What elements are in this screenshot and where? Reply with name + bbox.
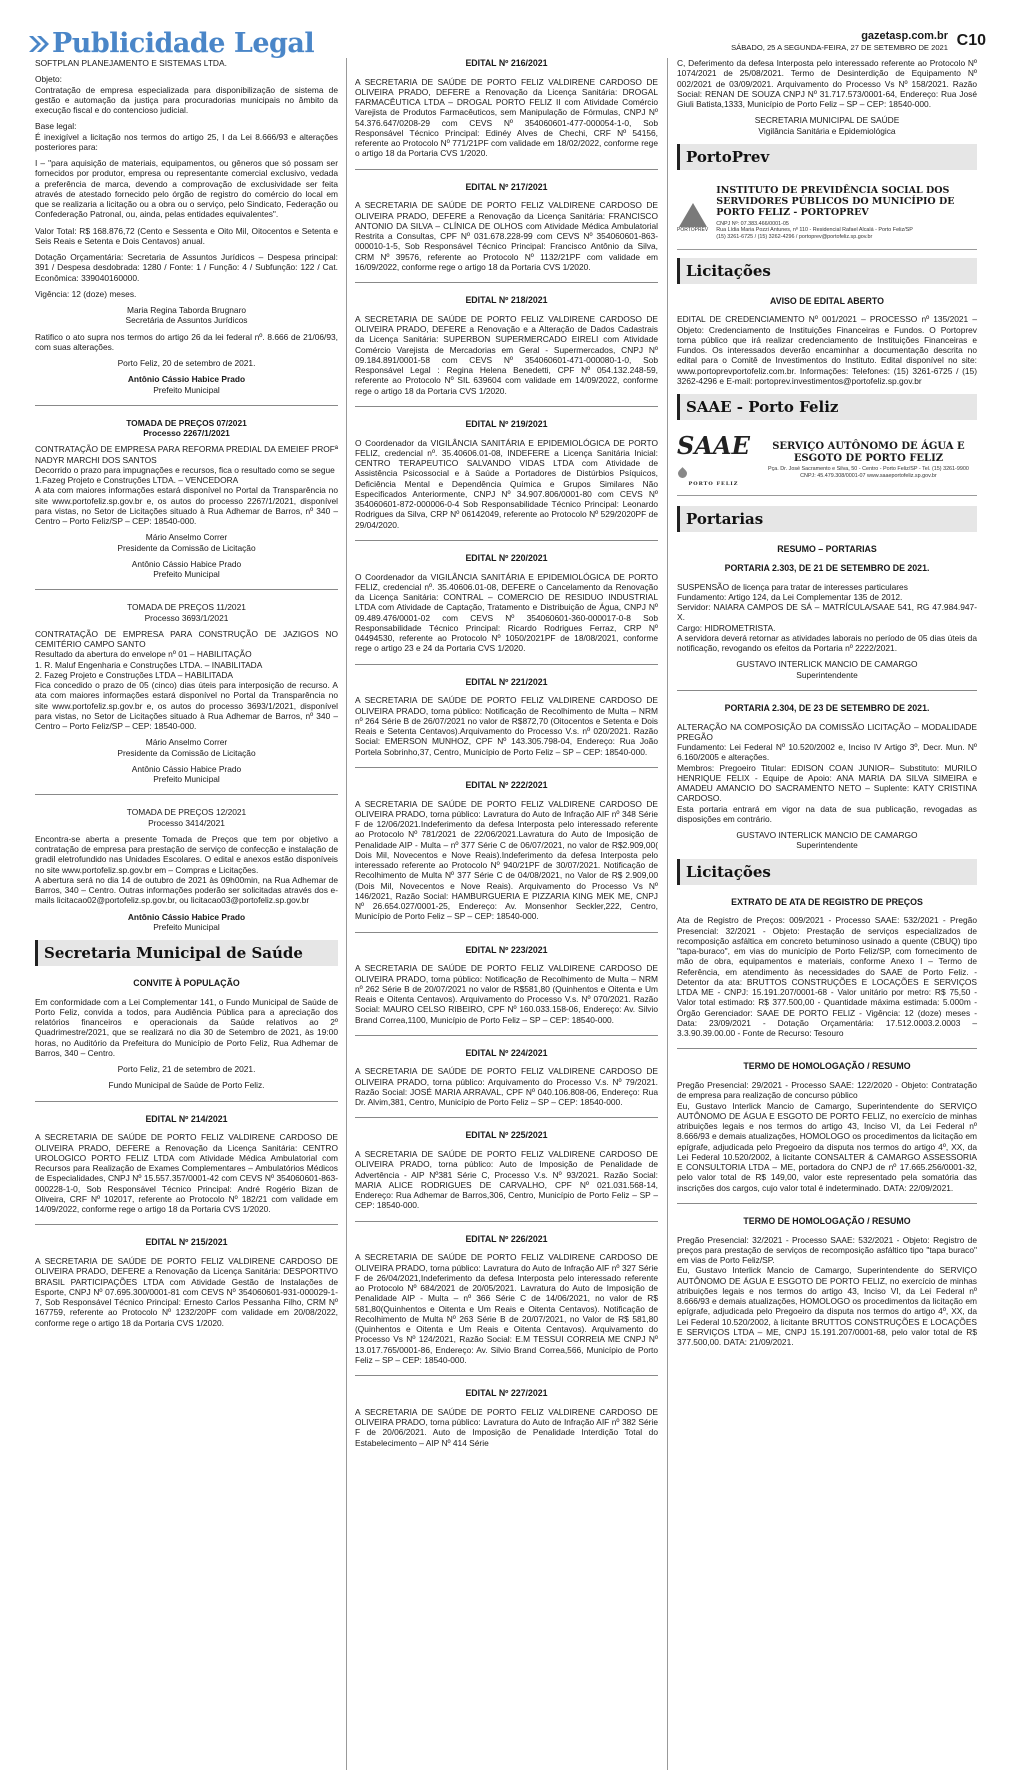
edital-text: A SECRETARIA DE SAÚDE DE PORTO FELIZ VALDIRENE CARDOSO DE OLIVEIRA PRADO, torna público: Lavratura do Auto de Infração AIF nº 327 Série F de 26/04/2021,Indeferimento da defesa Interposta pelo interessado referente ao Protocolo Nº 684/2021 de 20/05/2021. Lavratura do Auto de Imposição de Penalidade AIP - Multa – nº 366 Série C de 14/06/2021, no valor de R$ 581,80(Quinhentos e Oitenta e Um Reais e Oitenta Centavos). Notificação de Recolhimento de Multa Nº 263 Série B de 20/07/2021, no Valor de R$ 581,80 (Quinhentos e Oitenta e Um Reais e Oitenta Centavos). Arquivamento do Processo Vs Nº 124/2021, Razão Social: E.M TESSUI CORREIA ME CNPJ Nº 13.017.765/0001-86, Endereço: Av. Silvio Brand Correa,566, Município de Porto Feliz – SP – CEP: 18540-000. [355, 1252, 658, 1365]
portaria-title: PORTARIA 2.304, DE 23 DE SETEMBRO DE 2021. [724, 702, 930, 713]
signature-block [35, 737, 338, 758]
section-band-licitacoes: Licitações [677, 258, 977, 284]
divider [355, 540, 658, 541]
signature-role: Prefeito Municipal [153, 384, 220, 395]
notice-text: Encontra-se aberta a presente Tomada de Preços que tem por objetivo a contratação de empresa para prestação de serviço de confecção e instalação de gradil eletrofundido nas Unidades Escolares. O edital e anexos estão disponíveis no site www.portofeliz.sp.gov.br em – Compras e Licitações. A abertura será no dia 14 de outubro de 2021 às 09h00min, na Rua Adhemar de Barros, 340 – Centro. Outras informações poderão ser solicitadas através dos e-mails licitacao02@portofeliz.sp.gov.br, ou licitacao03@portofeliz.sp.gov.br [35, 833, 338, 906]
portoprev-logo-icon [677, 193, 708, 233]
signature-block [35, 532, 338, 553]
portoprev-logo-shape [679, 203, 707, 227]
edital-text: A SECRETARIA DE SAÚDE DE PORTO FELIZ VALDIRENE CARDOSO DE OLIVEIRA PRADO, torna público: Lavratura do Auto de Infração AIF nº 348 Série F de 12/06/2021.Indeferimento da defesa Interposta pelo interessado referente ao Protocolo Nº 781/2021 de 22/06/2021.Lavratura do Auto de Imposição de Penalidade AIP - Multa – nº 377 Série C de 06/07/2021, no valor de R$2.909,00( Dois Mil, Novecentos e Nove Reais).Indeferimento da defesa Interposta pelo interessado referente ao Protocolo Nº 940/21PF de 30/07/2021. Notificação de Recolhimento de Multa Nº 377 Série C de 04/08/2021, no Valor de R$ 2.909,00 (Dois Mil, Novecentos e Nove Reais). Arquivamento do Processo Vs Nº 146/2021, Razão Social: HAMBURGUERIA E PIZZARIA KING MEK ME, CNPJ Nº 26.654.027/0001-25, Endereço: Av. Monsenhor Seckler,222, Centro, Município de Porto Feliz – SP – CEP: 18540-000. [355, 798, 658, 922]
signature-block [677, 830, 977, 851]
divider [355, 1117, 658, 1118]
edital-text: A SECRETARIA DE SAÚDE DE PORTO FELIZ VALDIRENE CARDOSO DE OLIVEIRA PRADO, torna público: Notificação de Recolhimento de Multa – NRM nº 262 Série B de 20/07/2021 no valor de R$581,80 (Quinhentos e Oitenta e Um Reais e Oitenta Centavos). Arquivamento do Processo V.s. Nº 070/2021. Razão Social: MAURO CELSO RIBEIRO, CPF Nº 160.033.158-06, Endereço: Av. Silvio Brand Correa,1100, Município de Porto Feliz – SP – CEP: 18540-000. [355, 963, 658, 1025]
edital-text: A SECRETARIA DE SAÚDE DE PORTO FELIZ VALDIRENE CARDOSO DE OLIVEIRA PRADO, DEFERE a Renovação e a Alteração de Dados Cadastrais da Licença Sanitária: SUPERBON SUPERMERCADO EIRELI com Atividade Comércio Varejista de Mercadorias em Geral - Supermercados, CNPJ Nº 09.184.891/0001-58 com CEVS Nº 354060601-471-000080-1-0, Sob Responsável Legal : Regina Helena Benedetti, CPF Nº 054.132.248-59, referente ao Protocolo Nº SIL 639604 com validade em 14/09/2022, conforme rege o artigo 18 da Portaria CVS 1/2020. [355, 313, 658, 396]
notice-title [35, 418, 338, 439]
portaria-text: SUSPENSÃO de licença para tratar de interesses particulares Fundamento: Artigo 124, da Lei Complementar 135 de 2012. Servidor: NAIARA CAMPOS DE SÁ – MATRÍCULA/SAAE 541, RG 47.984.947-X. Cargo: HIDROMETRISTA. A servidora deverá retornar as atividades laborais no período de 05 dias úteis da notificação, revogando os efeitos da Portaria nº 2222/2021. [677, 581, 977, 654]
valor-text: Valor Total: R$ 168.876,72 (Cento e Sessenta e Oito Mil, Oitocentos e Setenta e Seis Reais e Setenta e Dois Centavos) anual. [35, 225, 338, 246]
publication-date: SÁBADO, 25 A SEGUNDA-FEIRA, 27 DE SETEMBRO DE 2021 [731, 43, 948, 52]
divider [355, 1035, 658, 1036]
divider [355, 664, 658, 665]
edital-text: A SECRETARIA DE SAÚDE DE PORTO FELIZ VALDIRENE CARDOSO DE OLIVEIRA PRADO, torna público: Notificação de Recolhimento de Multa – NRM nº 264 Série B de 26/07/2021 no valor de R$872,70 (Oitocentos e Setenta e Dois Reais e Setenta Centavos).Arquivamento do Processo V.s. nº 020/2021. Razão Social: EMERSON MUNHOZ, CPF Nº 143.305.798-04, Endereço: Rua João Portela Sobrinho,37, Centro, Município de Porto Feliz – SP – CEP: 18540-000. [355, 695, 658, 757]
edital-title: EDITAL Nº 221/2021 [465, 676, 548, 687]
page-number: C10 [956, 32, 986, 49]
edital-title: EDITAL Nº 218/2021 [465, 295, 548, 306]
edital-title: EDITAL Nº 219/2021 [465, 418, 548, 429]
edital-text: A SECRETARIA DE SAÚDE DE PORTO FELIZ VALDIRENE CARDOSO DE OLIVEIRA PRADO, DEFERE a Renovação da Licença Sanitária: DESPORTIVO BRASIL PARTICIPAÇÕES LTDA com Atividade Gestão de Instalações de Esporte, CNPJ Nº 07.695.300/0001-81 com CEVS Nº 354060601-931-000029-1-7, Sob Responsável Técnico Principal: Ernesto Carlos Pessanha Filho, CRM Nº 167759, referente ao Protocolo Nº 1232/20PF com validade em 20/08/2022, conforme rege o artigo 18 da Portaria CVS 1/2020. [35, 1256, 338, 1328]
notice-text: Pregão Presencial: 29/2021 - Processo SAAE: 122/2020 - Objeto: Contratação de empresa para realização de concurso público Eu, Gustavo Interlick Mancio de Camargo, Superintendente do SERVIÇO AUTÔNOMO DE ÁGUA E ESGOTO DE PORTO FELIZ, no exercício de minhas atribuições legais e nos termos do artigo 43, Inciso VI, da Lei Federal nº 8.666/93 e demais atualizações, HOMOLOGO os procedimentos da licitação em epígrafe, adjudicada pelo Pregoeiro da disputa nos termos do artigo 4º, XX, da Lei Federal 10.520/2002, à licitante CONSALTER & CAMARGO ASSESSORIA E CONSULTORIA LTDA – ME, portadora do CNPJ de nº 17.665.256/0001-32, pelo valor total de R$ 149,00, valor este representado pela somatória das inscrições dos cargos, cujo valor total é indeterminado. DATA: 22/09/2021. [677, 1080, 977, 1193]
edital-title: EDITAL Nº 214/2021 [145, 1113, 228, 1124]
water-drop-icon [676, 467, 689, 480]
column-1 [35, 58, 338, 1334]
notice-title [35, 602, 338, 623]
saae-contact: Pça. Dr. José Sacramento e Silva, 50 - Centro - Porto Feliz/SP - Tel. (15) 3261-9900 CNPJ: 45.479.308/0001-07 www.saaeportofeliz.sp.gov.br [768, 466, 969, 480]
signature-role: Prefeito Municipal [153, 921, 220, 932]
signature-block [35, 559, 338, 580]
edital-title: EDITAL Nº 223/2021 [465, 944, 548, 955]
divider [677, 1048, 977, 1049]
divider [35, 589, 338, 590]
divider [355, 406, 658, 407]
notice-text: CONTRATAÇÃO DE EMPRESA PARA CONSTRUÇÃO DE JAZIGOS NO CEMITÉRIO CAMPO SANTO Resultado da abertura do envelope nº 01 – HABILITAÇÃO 1. R. Maluf Engenharia e Construções LTDA. – INABILITADA 2. Fazeg Projeto e Construções LTDA – HABILITADA Fica concedido o prazo de 05 (cinco) dias úteis para interposição de recurso. A ata com maiores informações estará disponível no Portal da Transparência no site www.portofeliz.sp.gov.br e, os autos do processo 3693/1/2021, disponível para vistas, no Setor de Licitações situado à Rua Adhemar de Barros, nº 340 – Centro – Porto Feliz/SP – CEP: 18540-000. [35, 628, 338, 731]
divider [355, 932, 658, 933]
signature-block [677, 115, 977, 136]
signature-block [35, 912, 338, 933]
signature-name: Antônio Cássio Habice Prado [131, 558, 242, 569]
column-2 [355, 58, 658, 1454]
signature-role: Superintendente [796, 840, 858, 851]
portoprev-letterhead [677, 182, 977, 250]
saae-logo-subtext: PORTO FELIZ [688, 481, 739, 488]
place-date: Porto Feliz, 21 de setembro de 2021. [117, 1064, 256, 1075]
notice-title-line: TOMADA DE PREÇOS 07/2021 [126, 417, 247, 428]
edital-title: EDITAL Nº 227/2021 [465, 1388, 548, 1399]
signature-name: Mário Anselmo Correr [145, 737, 228, 748]
section-band-saae: SAAE - Porto Feliz [677, 394, 977, 420]
divider [677, 690, 977, 691]
edital-title: EDITAL Nº 217/2021 [465, 181, 548, 192]
signature-role: Prefeito Municipal [153, 569, 220, 579]
portoprev-logo-text: PORTOPREV [677, 227, 709, 234]
objeto-text: Objeto: Contratação de empresa especializada para disponibilização de sistema de gestão e automação da justiça para procuradorias municipais no âmbito da execução fiscal e do contencioso judicial. [35, 74, 338, 115]
portoprev-heading [716, 186, 977, 241]
edital-title: EDITAL Nº 216/2021 [465, 58, 548, 68]
vigencia-text: Vigência: 12 (doze) meses. [35, 288, 137, 299]
edital-title: EDITAL Nº 220/2021 [465, 552, 548, 563]
edital-text: A SECRETARIA DE SAÚDE DE PORTO FELIZ VALDIRENE CARDOSO DE OLIVEIRA PRADO, DEFERE a Renovação da Licença Sanitária: FRANCISCO ANTONIO DA SILVA – CLÍNICA DE OLHOS com Atividade Médica Ambulatorial Restrita a Consultas, CPF Nº 031.678.228-99 com CEVS Nº 354060601-863-000010-1-5, Sob Responsável Técnico Principal: Francisco Antônio da Silva, CRM Nº 39576, referente ao Protocolo Nº 1132/21PF com validade em 16/09/2022, conforme rege o artigo 18 da Portaria CVS 1/2020. [355, 200, 658, 272]
notice-text: Ata de Registro de Preços: 009/2021 - Processo SAAE: 532/2021 - Pregão Presencial: 32/2021 - Objeto: Prestação de serviços especializados de recomposição asfáltica em concreto betuminoso usinado a quente (CBUQ) tipo "tapa-buraco", em vias do município de Porto Feliz/SP, com fornecimento de mão de obra, equipamentos e materiais, conforme Anexo I – Termo de Referência, em atendimento às necessidades do SAAE de Porto Feliz. - Detentor da ata: BRUTTOS CONSTRUÇÕES E LOCAÇÕES E SERVIÇOS LTDA ME - CNPJ: 15.191.207/0001-68 - Valor unitário por metro: R$ 75,50 - Valor total estimado: R$ 377.500,00 - Quantidade máxima estimada: 5.000m - Órgão Gerenciador: SAAE DE PORTO FELIZ - Vigência: 12 (doze) meses - Data: 23/09/2021 - Dotação Orçamentária: 17.512.0003.2.0003 – 3.3.90.39.00.00 - Fonte de Recurso: Tesouro [677, 915, 977, 1039]
edital-text: O Coordenador da VIGILÂNCIA SANITÁRIA E EPIDEMIOLÓGICA DE PORTO FELIZ, credencial nº. 35.40606.01-08, INDEFERE a Licença Sanitária Inicial: CENTRO TERAPEUTICO SALVANDO VIDAS LTDA com Atividade de Assistência Psicossocial e à Saúde a Portadores de Distúrbios Psíquicos, Deficiência Mental e Dependência Química e Grupos Similares Não Especificados Anteriormente, CNPJ Nº 34.907.806/0001-80 com CEVS Nº 354060601-872-000006-0-4 Sob Responsabilidade Técnico Principal: Leonardo Rodrigues da Silva, CRP Nº 06142049, referente ao Protocolo Nº 529/2020PF de 29/04/2020. [355, 437, 658, 530]
divider [35, 1224, 338, 1225]
notice-title-line: TOMADA DE PREÇOS 12/2021 [126, 807, 247, 818]
section-band-portoprev: PortoPrev [677, 144, 977, 170]
notice-title: EXTRATO DE ATA DE REGISTRO DE PREÇOS [731, 896, 923, 907]
signature-name: SECRETARIA MUNICIPAL DE SAÚDE [754, 115, 900, 126]
notice-text: Pregão Presencial: 32/2021 - Processo SAAE: 532/2021 - Objeto: Registro de preços para prestação de serviços de recomposição asfáltico tipo "tapa buraco" em vias de Porto Feliz/SP. Eu, Gustavo Interlick Mancio de Camargo, Superintendente do SERVIÇO AUTÔNOMO DE ÁGUA E ESGOTO DE PORTO FELIZ, no exercício de minhas atribuições legais e nos termos do artigo 43, Inciso VI, da Lei Federal nº 8.666/93 e demais atualizações, HOMOLOGO os procedimentos da licitação em epígrafe, adjudicada pelo Pregoeiro da disputa nos termos do artigo 4º, XX, da Lei Federal 10.520/2002, à licitante BRUTTOS CONSTRUÇÕES E LOCAÇÕES E SERVIÇOS LTDA – ME, CNPJ 15.191.207/0001-68, pelo valor total de R$ 377.500,00. DATA: 21/09/2021. [677, 1234, 977, 1348]
signature-block [35, 305, 338, 326]
edital-text: O Coordenador da VIGILÂNCIA SANITÁRIA E EPIDEMIOLÓGICA DE PORTO FELIZ, credencial nº. 35.40606.01-08, DEFERE o Cancelamento da Renovação da Licença Sanitária: CONTRAL – COMERCIO DE RESIDUO INDUSTRIAL LTDA com Atividade de Captação, Tratamento e Distribuição de Água, CNPJ Nº 09.489.476/0001-02 com CEVS Nº 354060601-360-000017-0-8 Sob Responsabilidade Técnico Principal: Ricardo Rodrigues Ferraz, CRP Nº 04494530, referente ao Protocolo Nº 1050/2021PF de 18/08/2021, conforme rege o artigo 23 e 24 da Portaria CVS 1/2020. [355, 571, 658, 654]
portaria-text: ALTERAÇÃO NA COMPOSIÇÃO DA COMISSÃO LICITAÇÃO – MODALIDADE PREGÃO Fundamento: Lei Federal Nº 10.520/2002 e, Inciso IV Artigo 3º, Decr. Mun. Nº 6.160/2005 e alterações. Membros: Pregoeiro Titular: EDISON COAN JUNIOR– Substituto: MURILO HENRIQUE FELIX - Equipe de Apoio: ANA MARIA DA SILVA SIMEIRA e AMADEU AMANCIO DO SACRAMENTO NETO – Suplente: KATY CRISTINA CARDOSO. Esta portaria entrará em vigor na data de sua publicação, revogadas as disposições em contrário. [677, 721, 977, 824]
notice-text: CONTRATAÇÃO DE EMPRESA PARA REFORMA PREDIAL DA EMEIEF PROFª NADYR MARCHI DOS SANTOS Decorrido o prazo para impugnações e recursos, fica o resultado como se segue 1.Fazeg Projeto e Construções LTDA. – VENCEDORA A ata com maiores informações estará disponível no Portal da Transparência no site www.portofeliz.sp.gov.br e, os autos do processo 2267/1/2021, disponível para vistas, no Setor de Licitações situado à Rua Adhemar de Barros, nº 340 – Centro – Porto Feliz/SP – CEP: 18540-000. [35, 444, 338, 526]
signature-block [35, 374, 338, 395]
signature-name: Fundo Municipal de Saúde de Porto Feliz. [108, 1080, 265, 1091]
divider [35, 405, 338, 406]
base-legal-item: I – "para aquisição de materiais, equipamentos, ou gêneros que só possam ser fornecidos por produtor, empresa ou representante comercial exclusivo, vedada a preferência de marca, devendo a comprovação de exclusividade ser feita através de atestado fornecido pelo órgão de registro do comércio do local em que se realizaria a licitação ou a obra ou o serviço, pelo Sindicato, Federação ou Confederação Patronal, ou, ainda, pelas entidades equivalentes". [35, 158, 338, 220]
edital-text: A SECRETARIA DE SAÚDE DE PORTO FELIZ VALDIRENE CARDOSO DE OLIVEIRA PRADO, torna público: Lavratura do Auto de Infração AIF nº 382 Série F de 20/06/2021. Auto de Imposição de Penalidade Interdição Total do Estabelecimento – AIP Nº 414 Série [355, 1406, 658, 1448]
divider [355, 169, 658, 170]
edital-text: A SECRETARIA DE SAÚDE DE PORTO FELIZ VALDIRENE CARDOSO DE OLIVEIRA PRADO, DEFERE a Renovação da Licença Sanitária: DROGAL FARMACÊUTICA LTDA – DROGAL PORTO FELIZ II com Atividade Comércio Varejista de Produtos Farmacêuticos, sem Manipulação de Fórmulas, CNPJ Nº 54.376.647/0208-29 com CEVS Nº 354060601-477-000054-1-0, Sob Responsável Técnico Principal: Edinéy Alves de Chechi, CRF Nº 54156, referente ao Protocolo Nº 771/21PF com validade em 18/02/2022, conforme rege o artigo 18 da Portaria CVS 1/2020. [355, 76, 658, 159]
divider [355, 1375, 658, 1376]
double-chevron-icon [28, 33, 50, 55]
notice-text: Em conformidade com a Lei Complementar 141, o Fundo Municipal de Saúde de Porto Feliz, convida a todos, para Audiência Pública para a apreciação dos relatórios financeiros e operacionais da Saúde relativos ao 2º Quadrimestre/2021, que se realizará no dia 30 de Setembro de 2021, às 19:00 horas, no Auditório da Prefeitura do Município de Porto Feliz, Rua Adhemar de Barros, 340 – Centro. [35, 996, 338, 1058]
portoprev-contact: CNPJ Nº: 07.383.466/0001-05 Rua Lídia Maria Pozzi Antunes, nº 110 - Residencial Rafael Alcalá - Porto Feliz/SP (15) 3261-6725 / (15) 3262-4296 / portoprev@portofeliz.sp.gov.br [716, 220, 913, 241]
notice-process: Processo 2267/1/2021 [143, 428, 230, 438]
ratifico-text: Ratifico o ato supra nos termos do artigo 26 da lei federal nº. 8.666 de 21/06/93, com suas alterações. [35, 331, 338, 352]
signature-block [677, 659, 977, 680]
edital-title: EDITAL Nº 225/2021 [465, 1130, 548, 1141]
signature-role: Secretária de Assuntos Jurídicos [125, 315, 248, 326]
divider [35, 794, 338, 795]
column-divider [667, 58, 668, 1770]
signature-block [35, 764, 338, 785]
saae-title: SERVIÇO AUTÔNOMO DE ÁGUA E ESGOTO DE PORTO FELIZ [772, 441, 965, 464]
notice-title-line: TOMADA DE PREÇOS 11/2021 [127, 602, 246, 613]
page-header [28, 28, 986, 62]
signature-role: Presidente da Comissão de Licitação [117, 747, 256, 758]
divider [677, 1203, 977, 1204]
divider [355, 282, 658, 283]
notice-process: Processo 3414/2021 [148, 817, 225, 828]
notice-title [35, 807, 338, 828]
section-band-saude: Secretaria Municipal de Saúde [35, 940, 338, 966]
signature-name: Antônio Cássio Habice Prado [127, 911, 246, 922]
edital-title: EDITAL Nº 224/2021 [465, 1047, 548, 1058]
signature-role: Vigilância Sanitária e Epidemiológica [758, 125, 896, 136]
signature-role: Presidente da Comissão de Licitação [117, 542, 256, 553]
saae-heading [760, 441, 977, 480]
edital-title: EDITAL Nº 215/2021 [145, 1237, 228, 1248]
notice-title: TERMO DE HOMOLOGAÇÃO / RESUMO [743, 1215, 911, 1226]
section-band-portarias: Portarias [677, 506, 977, 532]
section-title: Publicidade Legal [52, 28, 315, 59]
signature-name: Mário Anselmo Correr [145, 532, 228, 543]
signature-name: GUSTAVO INTERLICK MANCIO DE CAMARGO [736, 659, 918, 670]
notice-title: TERMO DE HOMOLOGAÇÃO / RESUMO [743, 1061, 911, 1072]
divider [355, 1221, 658, 1222]
column-divider [346, 58, 347, 1770]
dotacao-text: Dotação Orçamentária: Secretaria de Assuntos Jurídicos – Despesa principal: 391 / Despesa desdobrada: 1280 / Fonte: 1 / Função: 4 / Subfunção: 122 / Cat. Econômica: 339040160000. [35, 252, 338, 283]
signature-name: GUSTAVO INTERLICK MANCIO DE CAMARGO [736, 830, 918, 841]
signature-role: Prefeito Municipal [153, 774, 220, 784]
edital-text: A SECRETARIA DE SAÚDE DE PORTO FELIZ VALDIRENE CARDOSO DE OLIVEIRA PRADO, DEFERE a Renovação da Licença Sanitária: CENTRO UROLOGICO PORTO FELIZ LTDA com Atividade Médica Ambulatorial com Recursos para Realização de Exames Complementares – Ambulatórios Médicos de Especialidades, CNPJ Nº 15.557.357/0001-42 com CEVS Nº 354060601-863-000228-1-0, Sob Responsável Técnico Principal: André Rogério Bizan de Oliveira, CRF Nº 102017, referente ao Protocolo Nº 182/21 com validade em 14/09/2022, conforme rege o artigo 18 da Portaria CVS 1/2020. [35, 1132, 338, 1215]
divider [355, 767, 658, 768]
site-url[interactable]: gazetasp.com.br [861, 30, 948, 42]
edital-title: EDITAL Nº 222/2021 [465, 779, 548, 790]
signature-name: Antônio Cássio Habice Prado [127, 374, 246, 385]
company-name: SOFTPLAN PLANEJAMENTO E SISTEMAS LTDA. [35, 58, 227, 68]
column-3 [677, 58, 977, 1353]
base-legal-text: Base legal: É inexigível a licitação nos termos do artigo 25, I da Lei 8.666/93 e alterações posteriores para: [35, 121, 338, 152]
portoprev-title: INSTITUTO DE PREVIDÊNCIA SOCIAL DOS SERVIDORES PÚBLICOS DO MUNICÍPIO DE PORTO FELIZ - PORTOPREV [716, 184, 955, 218]
signature-role: Superintendente [796, 669, 858, 680]
notice-text: EDITAL DE CREDENCIAMENTO Nº 001/2021 – PROCESSO nº 135/2021 – Objeto: Credenciamento de Instituições Financeiras e Fundos. O Portoprev torna público que irá realizar credenciamento de Instituições Financeiras e Fundos. Os interessados deverão encaminhar a documentação descrita no edital para o Comitê de Investimentos do Instituto. Edital disponível no site: www.portoprevportofeliz.com.br. Informações: Telefones: (15) 3261-6725 / (15) 3262-4296 e E-mail: portoprev.investimentos@portofeliz.sp.gov.br [677, 314, 977, 386]
portaria-title: PORTARIA 2.303, DE 21 DE SETEMBRO DE 2021. [724, 562, 930, 573]
signature-name: Maria Regina Taborda Brugnaro [126, 305, 247, 315]
notice-title: CONVITE À POPULAÇÃO [133, 978, 240, 988]
notice-process: Processo 3693/1/2021 [144, 612, 229, 623]
place-date: Porto Feliz, 20 de setembro de 2021. [117, 358, 256, 368]
section-band-licitacoes: Licitações [677, 859, 977, 885]
saae-logo-text: SAAE [677, 431, 750, 461]
edital-title: EDITAL Nº 226/2021 [465, 1233, 548, 1244]
signature-name: Antônio Cássio Habice Prado [131, 763, 242, 774]
notice-title: RESUMO – PORTARIAS [777, 544, 877, 555]
edital-text: A SECRETARIA DE SAÚDE DE PORTO FELIZ VALDIRENE CARDOSO DE OLIVEIRA PRADO, torna público: Arquivamento do Processo V.s. Nº 79/2021. Razão Social: JOSÉ MARIA ARRAVAL, CPF Nº 040.106.808-06, Endereço: Rua Dr. Alvim,381, Centro, Município de Porto Feliz – SP – CEP: 18540-000. [355, 1066, 658, 1108]
saae-letterhead [677, 432, 977, 496]
saae-logo-icon [677, 431, 750, 488]
edital-text-continued: C, Deferimento da defesa Interposta pelo interessado referente ao Protocolo Nº 1074/2021 de 25/08/2021. Termo de Desinterdição de Equipamento Nº 002/2021 de 03/09/2021. Arquivamento do Processo Vs Nº 158/2021. Razão Social: RENAN DE SOUZA CNPJ Nº 31.717.573/0001-64, Endereço: Rua José Giuli Batista,1333, Município de Porto Feliz – SP – CEP: 18540-000. [677, 58, 977, 109]
notice-title: AVISO DE EDITAL ABERTO [770, 295, 884, 306]
edital-text: A SECRETARIA DE SAÚDE DE PORTO FELIZ VALDIRENE CARDOSO DE OLIVEIRA PRADO, torna público: Auto de Imposição de Penalidade de Advertência - AIP Nº381 Série C, Processo V.s. Nº 93/2021. Razão Social: MARIA ALICE RODRIGUES DE CARVALHO, CPF Nº 021.031.568-14, Endereço: Rua Adhemar de Barros,306, Centro, Município de Porto Feliz – SP – CEP: 18540-000. [355, 1149, 658, 1211]
divider [35, 1101, 338, 1102]
